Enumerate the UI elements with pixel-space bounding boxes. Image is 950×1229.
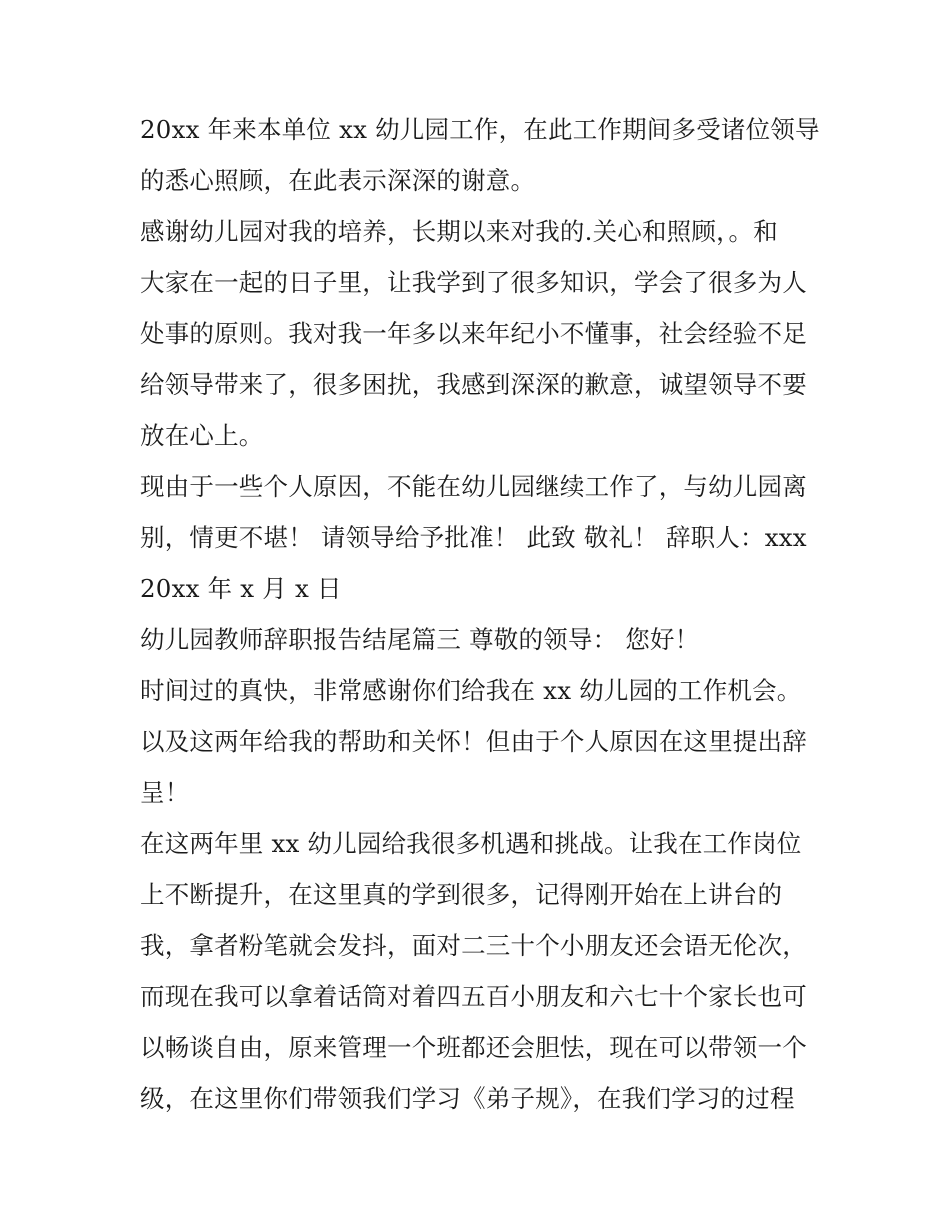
text-line: 呈！: [140, 778, 190, 807]
text-line: 幼儿园教师辞职报告结尾篇三 尊敬的领导： 您好！: [140, 625, 700, 654]
text-line: 我，拿者粉笔就会发抖，面对二三十个小朋友还会语无伦次，: [140, 931, 807, 960]
text-line: 级，在这里你们带领我们学习《弟子规》，在我们学习的过程: [140, 1084, 795, 1113]
text-line: 放在心上。: [140, 421, 264, 450]
text-line: 现由于一些个人原因，不能在幼儿园继续工作了，与幼儿园离: [140, 472, 807, 501]
text-line: 感谢幼儿园对我的培养，长期以来对我的.关心和照顾，。和: [140, 217, 778, 246]
text-line: 20xx 年来本单位 xx 幼儿园工作，在此工作期间多受诸位领导: [140, 115, 820, 144]
text-line: 上不断提升，在这里真的学到很多，记得刚开始在上讲台的: [140, 880, 783, 909]
document-body: [140, 104, 820, 1124]
text-line: 别，情更不堪！ 请领导给予批准！ 此致 敬礼！ 辞职人：xxx: [140, 523, 807, 552]
text-line: 时间过的真快，非常感谢你们给我在 xx 幼儿园的工作机会。: [140, 676, 802, 705]
text-line: 的悉心照顾，在此表示深深的谢意。: [140, 166, 536, 195]
text-line: 处事的原则。我对我一年多以来年纪小不懂事，社会经验不足: [140, 319, 807, 348]
text-line: 20xx 年 x 月 x 日: [140, 574, 342, 603]
text-line: 以畅谈自由，原来管理一个班都还会胆怯，现在可以带领一个: [140, 1033, 807, 1062]
text-line: 在这两年里 xx 幼儿园给我很多机遇和挑战。让我在工作岗位: [140, 829, 802, 858]
text-line: 大家在一起的日子里，让我学到了很多知识，学会了很多为人: [140, 268, 807, 297]
text-line: 而现在我可以拿着话筒对着四五百小朋友和六七十个家长也可: [140, 982, 807, 1011]
text-line: 以及这两年给我的帮助和关怀！但由于个人原因在这里提出辞: [140, 727, 807, 756]
text-line: 给领导带来了，很多困扰，我感到深深的歉意，诚望领导不要: [140, 370, 807, 399]
